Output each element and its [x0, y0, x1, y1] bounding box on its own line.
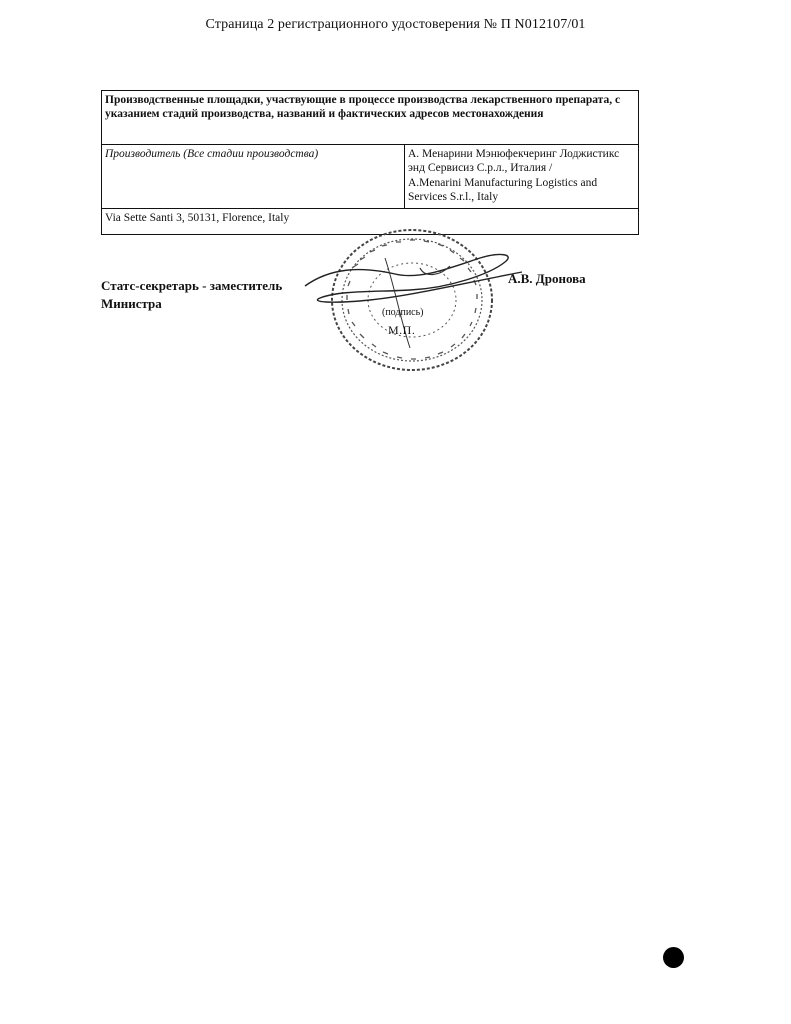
handwritten-signature [305, 255, 522, 303]
production-sites-table [101, 90, 639, 235]
table-title: Производственные площадки, участвующие в процессе производства лекарственного препарата, с указанием стадий производства, названий и фактических адресов местонахождения [102, 91, 639, 145]
scan-marker-dot [663, 947, 684, 968]
manufacturer-name [405, 145, 639, 209]
signature-caption: (подпись) [382, 307, 424, 318]
official-seal-stamp [300, 228, 530, 378]
production-stage: Производитель (Все стадии производства) [102, 145, 405, 209]
signer-name: А.В. Дронова [508, 271, 586, 286]
stamp-place-mark: М.П. [388, 323, 416, 337]
table-title-row [102, 91, 639, 145]
signer-role: Статс-секретарь - заместитель Министра [101, 278, 283, 311]
page-header: Страница 2 регистрационного удостоверения № П N012107/01 [205, 17, 586, 32]
manufacturer-address: Via Sette Santi 3, 50131, Florence, Italy [102, 208, 639, 234]
manufacturer-name-ru: А. Менарини Мэнюфекчеринг Лоджистикс энд Сервисиз С.р.л., Италия / [408, 148, 620, 175]
table-row [102, 145, 639, 209]
manufacturer-name-en: A.Menarini Manufacturing Logistics and Services S.r.l., Italy [408, 176, 598, 204]
